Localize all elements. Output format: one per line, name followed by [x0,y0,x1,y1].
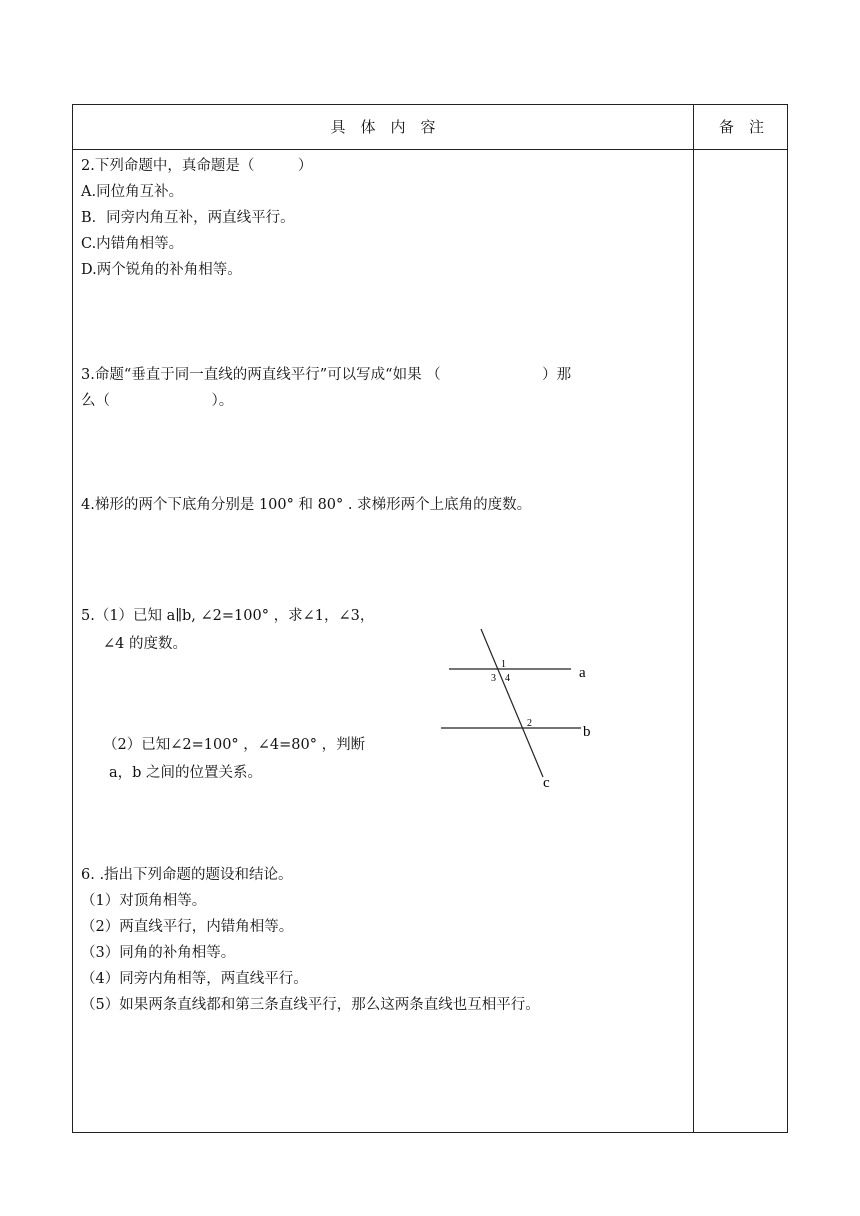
q3-line-2: 么（ ）。 [81,393,234,409]
column-divider [693,105,694,1132]
q2-option-d: D.两个锐角的补角相等。 [81,262,242,278]
q5-part2-line1: （2）已知∠2=100° ，∠4=80° ，判断 [103,737,366,753]
angle-4-label: 4 [505,673,510,684]
q6-item-4: （4）同旁内角相等，两直线平行。 [81,971,308,987]
q6-item-3: （3）同角的补角相等。 [81,945,236,961]
q5-part2-line2: a，b 之间的位置关系。 [109,765,263,781]
q4-text: 4.梯形的两个下底角分别是 100° 和 80° . 求梯形两个上底角的度数。 [81,497,532,513]
header-divider [73,149,787,150]
angle-3-label: 3 [491,673,496,684]
label-c: c [543,775,550,791]
notes-column-header: 备 注 [718,118,764,136]
q6-item-2: （2）两直线平行，内错角相等。 [81,919,294,935]
q2-option-c: C.内错角相等。 [81,236,184,252]
q5-part1-line1: 5.（1）已知 a∥b, ∠2=100° ，求∠1，∠3， [81,608,375,624]
content-area [81,153,687,518]
content-column-header: 具 体 内 容 [330,118,436,136]
q2-option-a: A.同位角互补。 [81,184,184,200]
q5-part2 [103,731,423,787]
q6-stem: 6. .指出下列命题的题设和结论。 [81,867,293,883]
q6-block [81,862,687,1018]
transversal-c [481,629,543,777]
angle-2-label: 2 [527,718,532,729]
q6-item-5: （5）如果两条直线都和第三条直线平行，那么这两条直线也互相平行。 [81,997,540,1013]
label-b: b [583,724,591,740]
angle-1-label: 1 [501,659,506,670]
q3-line-1: 3.命题“垂直于同一直线的两直线平行”可以写成“如果 （ ）那 [81,367,572,383]
label-a: a [579,665,586,681]
q2-option-b: B．同旁内角互补，两直线平行。 [81,210,295,226]
parallel-lines-figure [433,627,613,797]
q5-part1 [81,602,441,658]
q2-stem: 2.下列命题中，真命题是（ ） [81,158,313,174]
worksheet-table [72,104,788,1133]
q5-part1-line2: ∠4 的度数。 [103,636,187,652]
q6-item-1: （1）对顶角相等。 [81,893,207,909]
